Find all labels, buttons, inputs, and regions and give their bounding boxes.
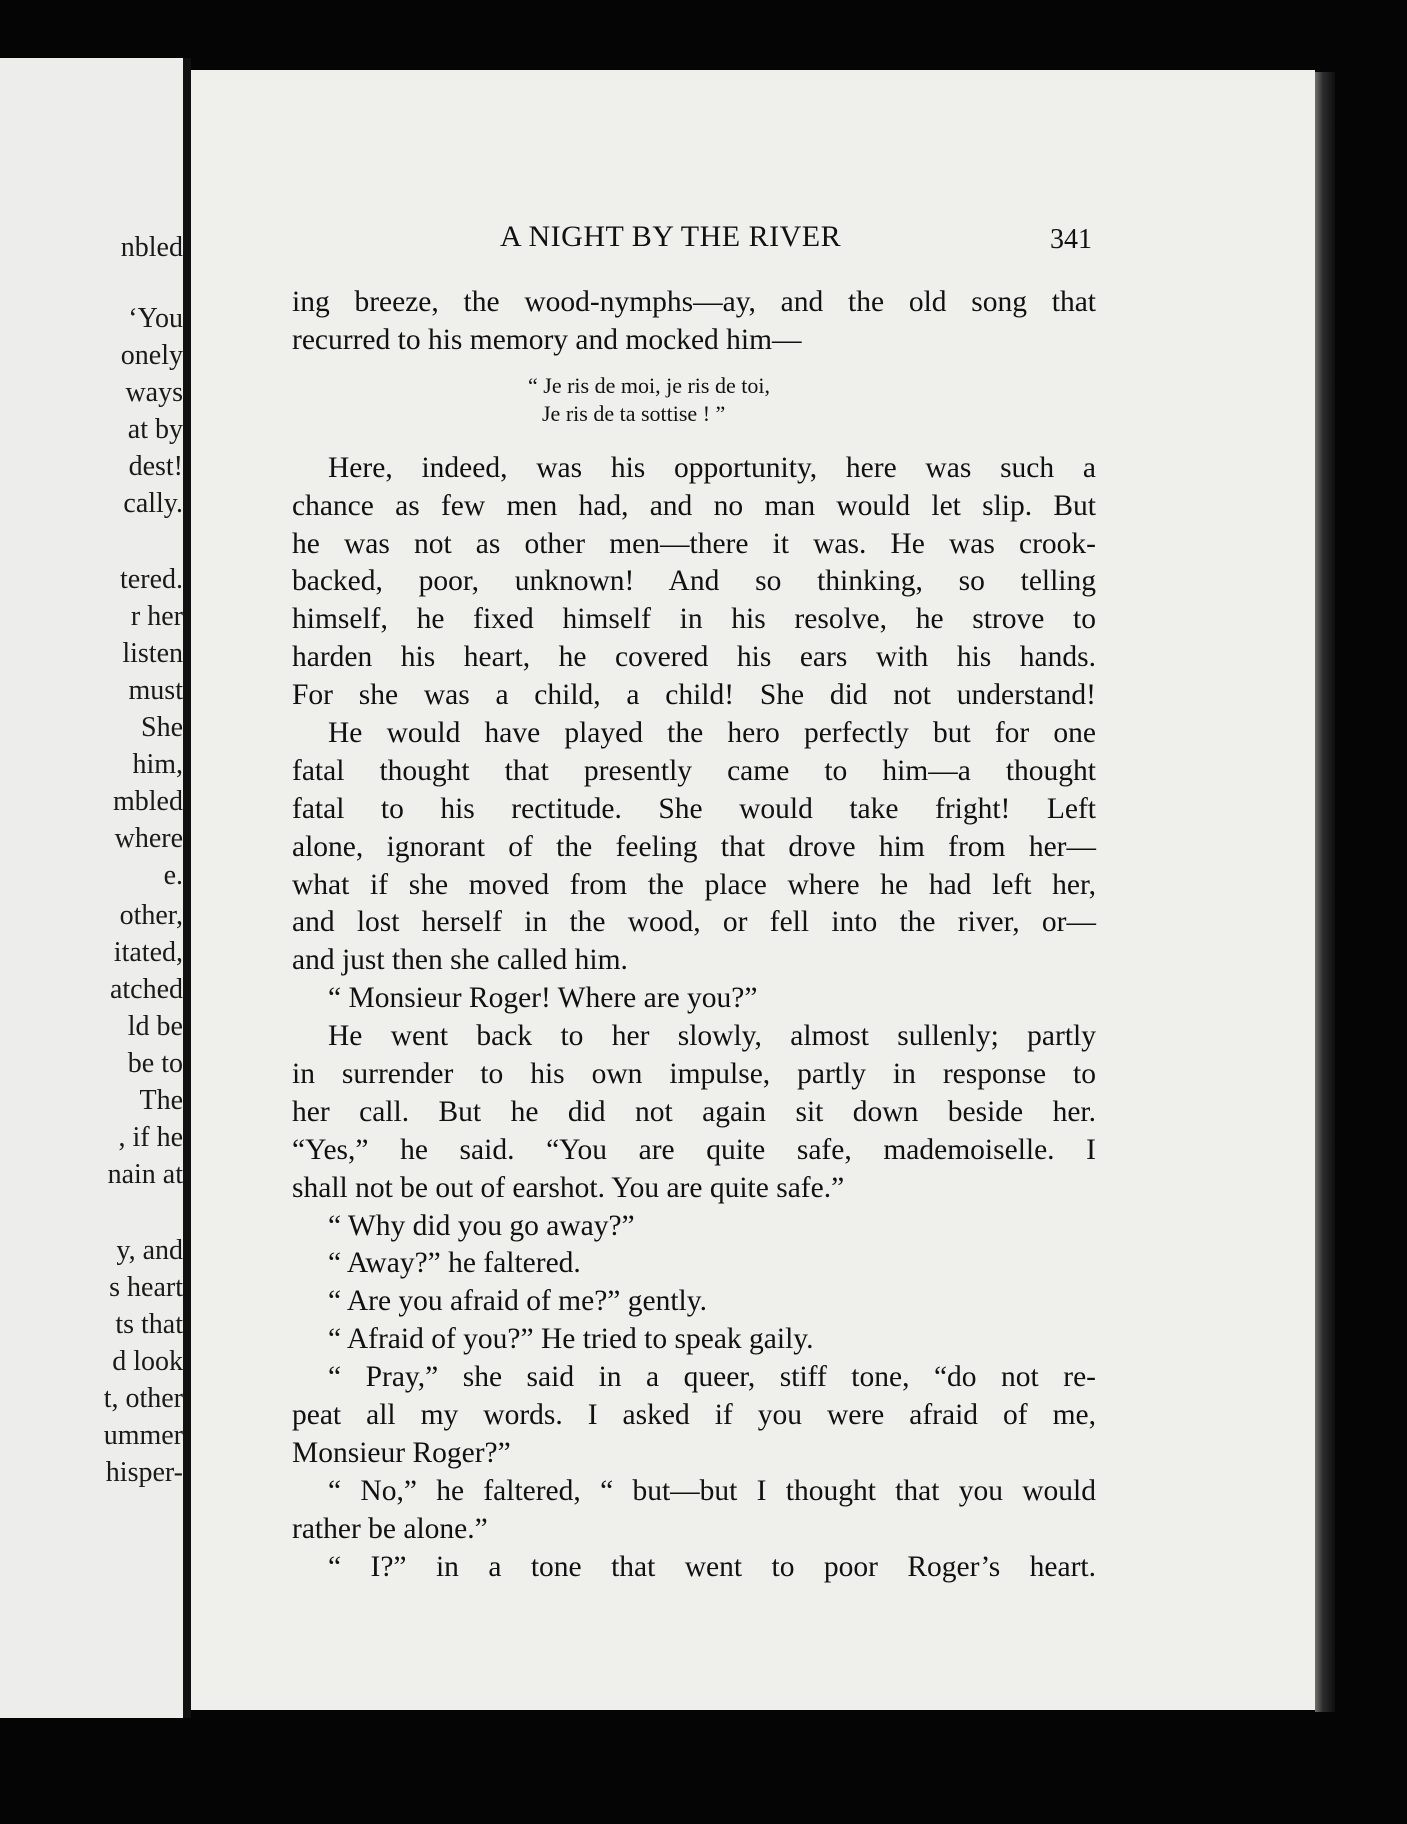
text-line: “Yes,” he said. “You are quite safe, mademoiselle. I (292, 1133, 1096, 1166)
running-title: A NIGHT BY THE RIVER (500, 220, 842, 253)
text-line: “ Why did you go away?” (328, 1209, 635, 1242)
left-page-fragment: y, and (116, 1235, 183, 1266)
verse-line: Je ris de ta sottise ! ” (542, 400, 726, 426)
left-page-fragment: him, (132, 749, 183, 780)
text-line: chance as few men had, and no man would let slip. But (292, 489, 1096, 522)
left-page-fragment: ummer (103, 1420, 183, 1451)
left-page-fragment: cally. (123, 488, 183, 519)
text-line: rather be alone.” (292, 1512, 488, 1545)
left-page-fragment: itated, (113, 937, 183, 968)
verse-quote (292, 372, 1096, 428)
text-line: what if she moved from the place where he had left her, (292, 868, 1096, 901)
left-page-fragment: must (128, 675, 183, 706)
text-line: “ No,” he faltered, “ but—but I thought that you would (328, 1474, 1096, 1507)
left-page-fragment: at by (127, 414, 183, 445)
left-page-fragment: ways (125, 377, 183, 408)
page-number: 341 (1050, 224, 1092, 255)
left-page-fragment: be to (127, 1048, 183, 1079)
text-line: For she was a child, a child! She did not understand! (292, 679, 1096, 712)
text-line: recurred to his memory and mocked him— (292, 323, 802, 356)
left-page-fragment: other, (119, 900, 183, 931)
left-page-fragment: s heart (109, 1272, 183, 1303)
left-page-fragment: tered. (120, 564, 183, 595)
page-edge-shadow (1315, 72, 1335, 1712)
left-page-fragment: atched (109, 974, 183, 1005)
left-page (0, 58, 183, 1718)
text-line: shall not be out of earshot. You are quite safe.” (292, 1171, 845, 1204)
text-line: alone, ignorant of the feeling that drove him from her— (292, 830, 1096, 863)
book-gutter (183, 58, 191, 1718)
left-page-fragment: The (139, 1085, 183, 1116)
left-page-fragment: e. (163, 860, 183, 891)
text-line: “ Are you afraid of me?” gently. (328, 1285, 707, 1318)
text-line: harden his heart, he covered his ears with his hands. (292, 641, 1096, 674)
left-page-fragment: nbled (120, 232, 183, 263)
left-page-fragment: where (114, 823, 183, 854)
left-page-fragment: listen (122, 638, 183, 669)
text-line: peat all my words. I asked if you were afraid of me, (292, 1399, 1096, 1432)
text-line: “ Pray,” she said in a queer, stiff tone, “do not re- (328, 1361, 1096, 1394)
left-page-fragment: d look (112, 1346, 183, 1377)
text-line: Monsieur Roger?” (292, 1436, 511, 1469)
left-page-fragment: r her (130, 601, 183, 632)
left-page-fragment: dest! (128, 451, 183, 482)
text-line: her call. But he did not again sit down beside her. (292, 1095, 1096, 1128)
left-page-fragment: ts that (115, 1309, 183, 1340)
body-text (292, 284, 1096, 1587)
text-line: backed, poor, unknown! And so thinking, so telling (292, 565, 1096, 598)
left-page-fragment: mbled (113, 786, 183, 817)
left-page-fragment: hisper- (105, 1457, 183, 1488)
left-page-fragment: t, other (103, 1383, 183, 1414)
text-line: ing breeze, the wood-nymphs—ay, and the old song that (292, 286, 1096, 318)
left-page-fragment: nain at (107, 1159, 183, 1190)
verse-line: “ Je ris de moi, je ris de toi, (528, 372, 770, 398)
text-line: “ Monsieur Roger! Where are you?” (328, 982, 758, 1015)
text-line: He went back to her slowly, almost sullenly; partly (328, 1020, 1096, 1053)
text-line: fatal to his rectitude. She would take fright! Left (292, 792, 1096, 825)
text-line: he was not as other men—there it was. He was crook- (292, 527, 1096, 560)
text-line: “ I?” in a tone that went to poor Roger’s heart. (328, 1550, 1096, 1583)
left-page-fragment: ld be (127, 1011, 183, 1042)
text-line: himself, he fixed himself in his resolve, he strove to (292, 603, 1096, 636)
text-line: in surrender to his own impulse, partly in response to (292, 1058, 1096, 1091)
left-page-fragment: ‘You (128, 303, 183, 334)
text-line: “ Away?” he faltered. (328, 1247, 581, 1280)
text-line: and lost herself in the wood, or fell into the river, or— (292, 906, 1096, 939)
text-line: He would have played the hero perfectly but for one (328, 717, 1096, 750)
text-line: and just then she called him. (292, 944, 628, 977)
left-page-fragment: onely (120, 340, 183, 371)
text-line: “ Afraid of you?” He tried to speak gaily. (328, 1323, 814, 1356)
left-page-fragment: She (141, 712, 183, 743)
text-line: fatal thought that presently came to him—a thought (292, 754, 1096, 787)
left-page-fragment: , if he (118, 1122, 183, 1153)
text-line: Here, indeed, was his opportunity, here was such a (328, 451, 1096, 484)
